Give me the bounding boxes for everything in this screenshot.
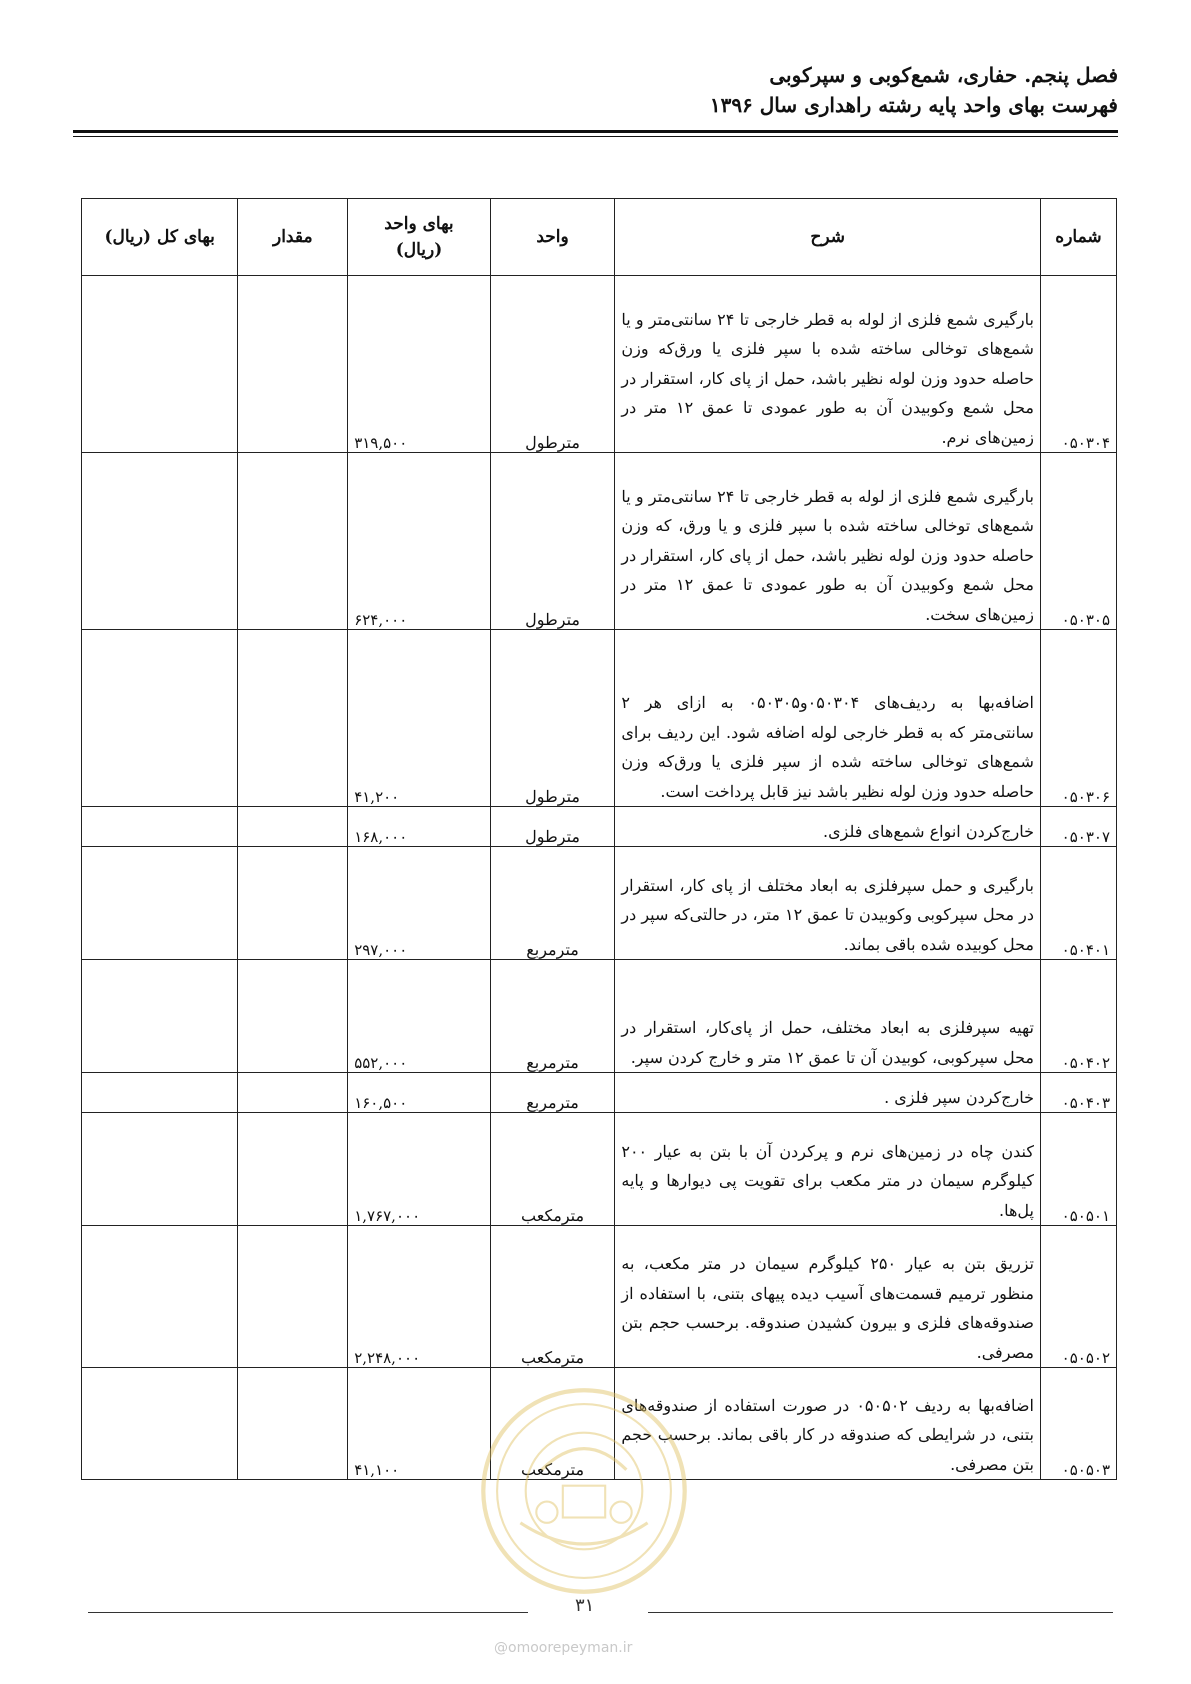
row-total (82, 1226, 238, 1368)
row-quantity (238, 960, 348, 1073)
table-row (82, 847, 1117, 960)
row-code: ۰۵۰۴۰۲ (1040, 960, 1116, 1073)
header-rule-thin (73, 136, 1118, 137)
row-total (82, 807, 238, 847)
page-number: ۳۱ (575, 1595, 595, 1616)
table-row (82, 1073, 1117, 1113)
row-quantity (238, 807, 348, 847)
table-row (82, 276, 1117, 453)
table-row (82, 1113, 1117, 1226)
row-unit-price: ۳۱۹,۵۰۰ (348, 276, 491, 453)
table-row (82, 1226, 1117, 1368)
row-total (82, 847, 238, 960)
page-header (710, 60, 1118, 120)
row-unit-price: ۴۱,۲۰۰ (348, 630, 491, 807)
website-watermark: @omoorepeyman.ir (494, 1640, 633, 1656)
row-code: ۰۵۰۳۰۴ (1040, 276, 1116, 453)
row-total (82, 1368, 238, 1480)
header-unit: واحد (490, 199, 615, 276)
header-unit-price (348, 199, 491, 276)
row-description: اضافه‌بها به ردیف ۰۵۰۵۰۲ در صورت استفاده از صندوقه‌های بتنی، در شرایطی که صندوقه در کار باقی بماند. برحسب حجم بتن مصرفی. (615, 1368, 1041, 1480)
row-unit: مترطول (490, 807, 615, 847)
row-total (82, 630, 238, 807)
row-description: تزریق بتن به عیار ۲۵۰ کیلوگرم سیمان در متر مکعب، به منظور ترمیم قسمت‌های آسیب دیده پیهای بتنی، با استفاده از صندوقه‌های فلزی و بیرون کشیدن صندوقه. برحسب حجم بتن مصرفی. (615, 1226, 1041, 1368)
row-description: اضافه‌بها به ردیف‌های ۰۵۰۳۰۴و۰۵۰۳۰۵ به ازای هر ۲ سانتی‌متر که به قطر خارجی لوله اضافه شود. این ردیف برای شمع‌های توخالی ساخته شده از سپر فلزی یا ورق‌که وزن حاصله حدود وزن لوله نظیر باشد نیز قابل پرداخت است. (615, 630, 1041, 807)
row-unit-price: ۴۱,۱۰۰ (348, 1368, 491, 1480)
row-code: ۰۵۰۴۰۱ (1040, 847, 1116, 960)
row-description: بارگیری و حمل سپرفلزی به ابعاد مختلف از پای کار، استقرار در محل سپرکوبی وکوبیدن تا عمق ۱۲ متر، در حالتی‌که سپر در محل کوبیده شده باقی بماند. (615, 847, 1041, 960)
watermark-seal-icon (478, 1385, 690, 1597)
row-unit: مترمکعب (490, 1113, 615, 1226)
row-code: ۰۵۰۳۰۶ (1040, 630, 1116, 807)
row-description: خارج‌کردن سپر فلزی . (615, 1073, 1041, 1113)
row-unit: مترمربع (490, 847, 615, 960)
row-total (82, 276, 238, 453)
row-total (82, 1073, 238, 1113)
row-unit: مترمکعب (490, 1226, 615, 1368)
footer-rule-right (648, 1612, 1113, 1613)
row-unit-price: ۱۶۰,۵۰۰ (348, 1073, 491, 1113)
row-unit: مترطول (490, 630, 615, 807)
row-unit: مترطول (490, 453, 615, 630)
row-quantity (238, 1226, 348, 1368)
table-row (82, 960, 1117, 1073)
table-row (82, 630, 1117, 807)
header-unit-price-label: بهای واحد (ریال) (384, 214, 454, 260)
price-table (81, 198, 1117, 1480)
row-unit-price: ۲۹۷,۰۰۰ (348, 847, 491, 960)
table-row (82, 807, 1117, 847)
row-quantity (238, 630, 348, 807)
row-code: ۰۵۰۵۰۳ (1040, 1368, 1116, 1480)
header-description: شرح (615, 199, 1041, 276)
row-description: تهیه سپرفلزی به ابعاد مختلف، حمل از پای‌کار، استقرار در محل سپرکوبی، کوبیدن آن تا عمق ۱۲ متر و خارج کردن سپر. (615, 960, 1041, 1073)
row-description: بارگیری شمع فلزی از لوله به قطر خارجی تا ۲۴ سانتی‌متر و یا شمع‌های توخالی ساخته شده با سپر فلزی یا ورق‌که وزن حاصله حدود وزن لوله نظیر باشد، حمل از پای کار، استقرار در محل شمع وکوبیدن آن به طور عمودی تا عمق ۱۲ متر در زمین‌های نرم. (615, 276, 1041, 453)
row-quantity (238, 276, 348, 453)
table-row (82, 453, 1117, 630)
row-description: بارگیری شمع فلزی از لوله به قطر خارجی تا ۲۴ سانتی‌متر و یا شمع‌های توخالی ساخته شده با سپر فلزی و یا ورق، که وزن حاصله حدود وزن لوله نظیر باشد، حمل از پای کار، استقرار در محل شمع وکوبیدن آن به طور عمودی تا عمق ۱۲ متر در زمین‌های سخت. (615, 453, 1041, 630)
table-header-row (82, 199, 1117, 276)
row-code: ۰۵۰۳۰۵ (1040, 453, 1116, 630)
row-unit-price: ۱۶۸,۰۰۰ (348, 807, 491, 847)
row-code: ۰۵۰۵۰۱ (1040, 1113, 1116, 1226)
row-total (82, 453, 238, 630)
footer-rule-left (88, 1612, 528, 1613)
row-quantity (238, 1073, 348, 1113)
header-code: شماره (1040, 199, 1116, 276)
row-total (82, 960, 238, 1073)
header-rule-thick (73, 130, 1118, 133)
row-unit-price: ۶۲۴,۰۰۰ (348, 453, 491, 630)
price-list-title: فهرست بهای واحد پایه رشته راهداری سال ۱۳۹۶ (709, 93, 1118, 117)
row-code: ۰۵۰۵۰۲ (1040, 1226, 1116, 1368)
row-unit: مترطول (490, 276, 615, 453)
row-unit-price: ۲,۲۴۸,۰۰۰ (348, 1226, 491, 1368)
header-total-price: بهای کل (ریال) (82, 199, 238, 276)
row-unit: مترمربع (490, 1073, 615, 1113)
row-code: ۰۵۰۴۰۳ (1040, 1073, 1116, 1113)
row-quantity (238, 453, 348, 630)
row-unit-price: ۱,۷۶۷,۰۰۰ (348, 1113, 491, 1226)
row-description: خارج‌کردن انواع شمع‌های فلزی. (615, 807, 1041, 847)
row-total (82, 1113, 238, 1226)
header-quantity: مقدار (238, 199, 348, 276)
chapter-title: فصل پنجم. حفاری، شمع‌کوبی و سپرکوبی (769, 63, 1118, 87)
row-description: کندن چاه در زمین‌های نرم و پرکردن آن با بتن به عیار ۲۰۰ کیلوگرم سیمان در متر مکعب برای تقویت پی دیوارها و پایه پل‌ها. (615, 1113, 1041, 1226)
row-unit: مترمکعب (490, 1368, 615, 1480)
row-quantity (238, 1113, 348, 1226)
row-unit-price: ۵۵۲,۰۰۰ (348, 960, 491, 1073)
row-unit: مترمربع (490, 960, 615, 1073)
row-quantity (238, 847, 348, 960)
row-quantity (238, 1368, 348, 1480)
row-code: ۰۵۰۳۰۷ (1040, 807, 1116, 847)
